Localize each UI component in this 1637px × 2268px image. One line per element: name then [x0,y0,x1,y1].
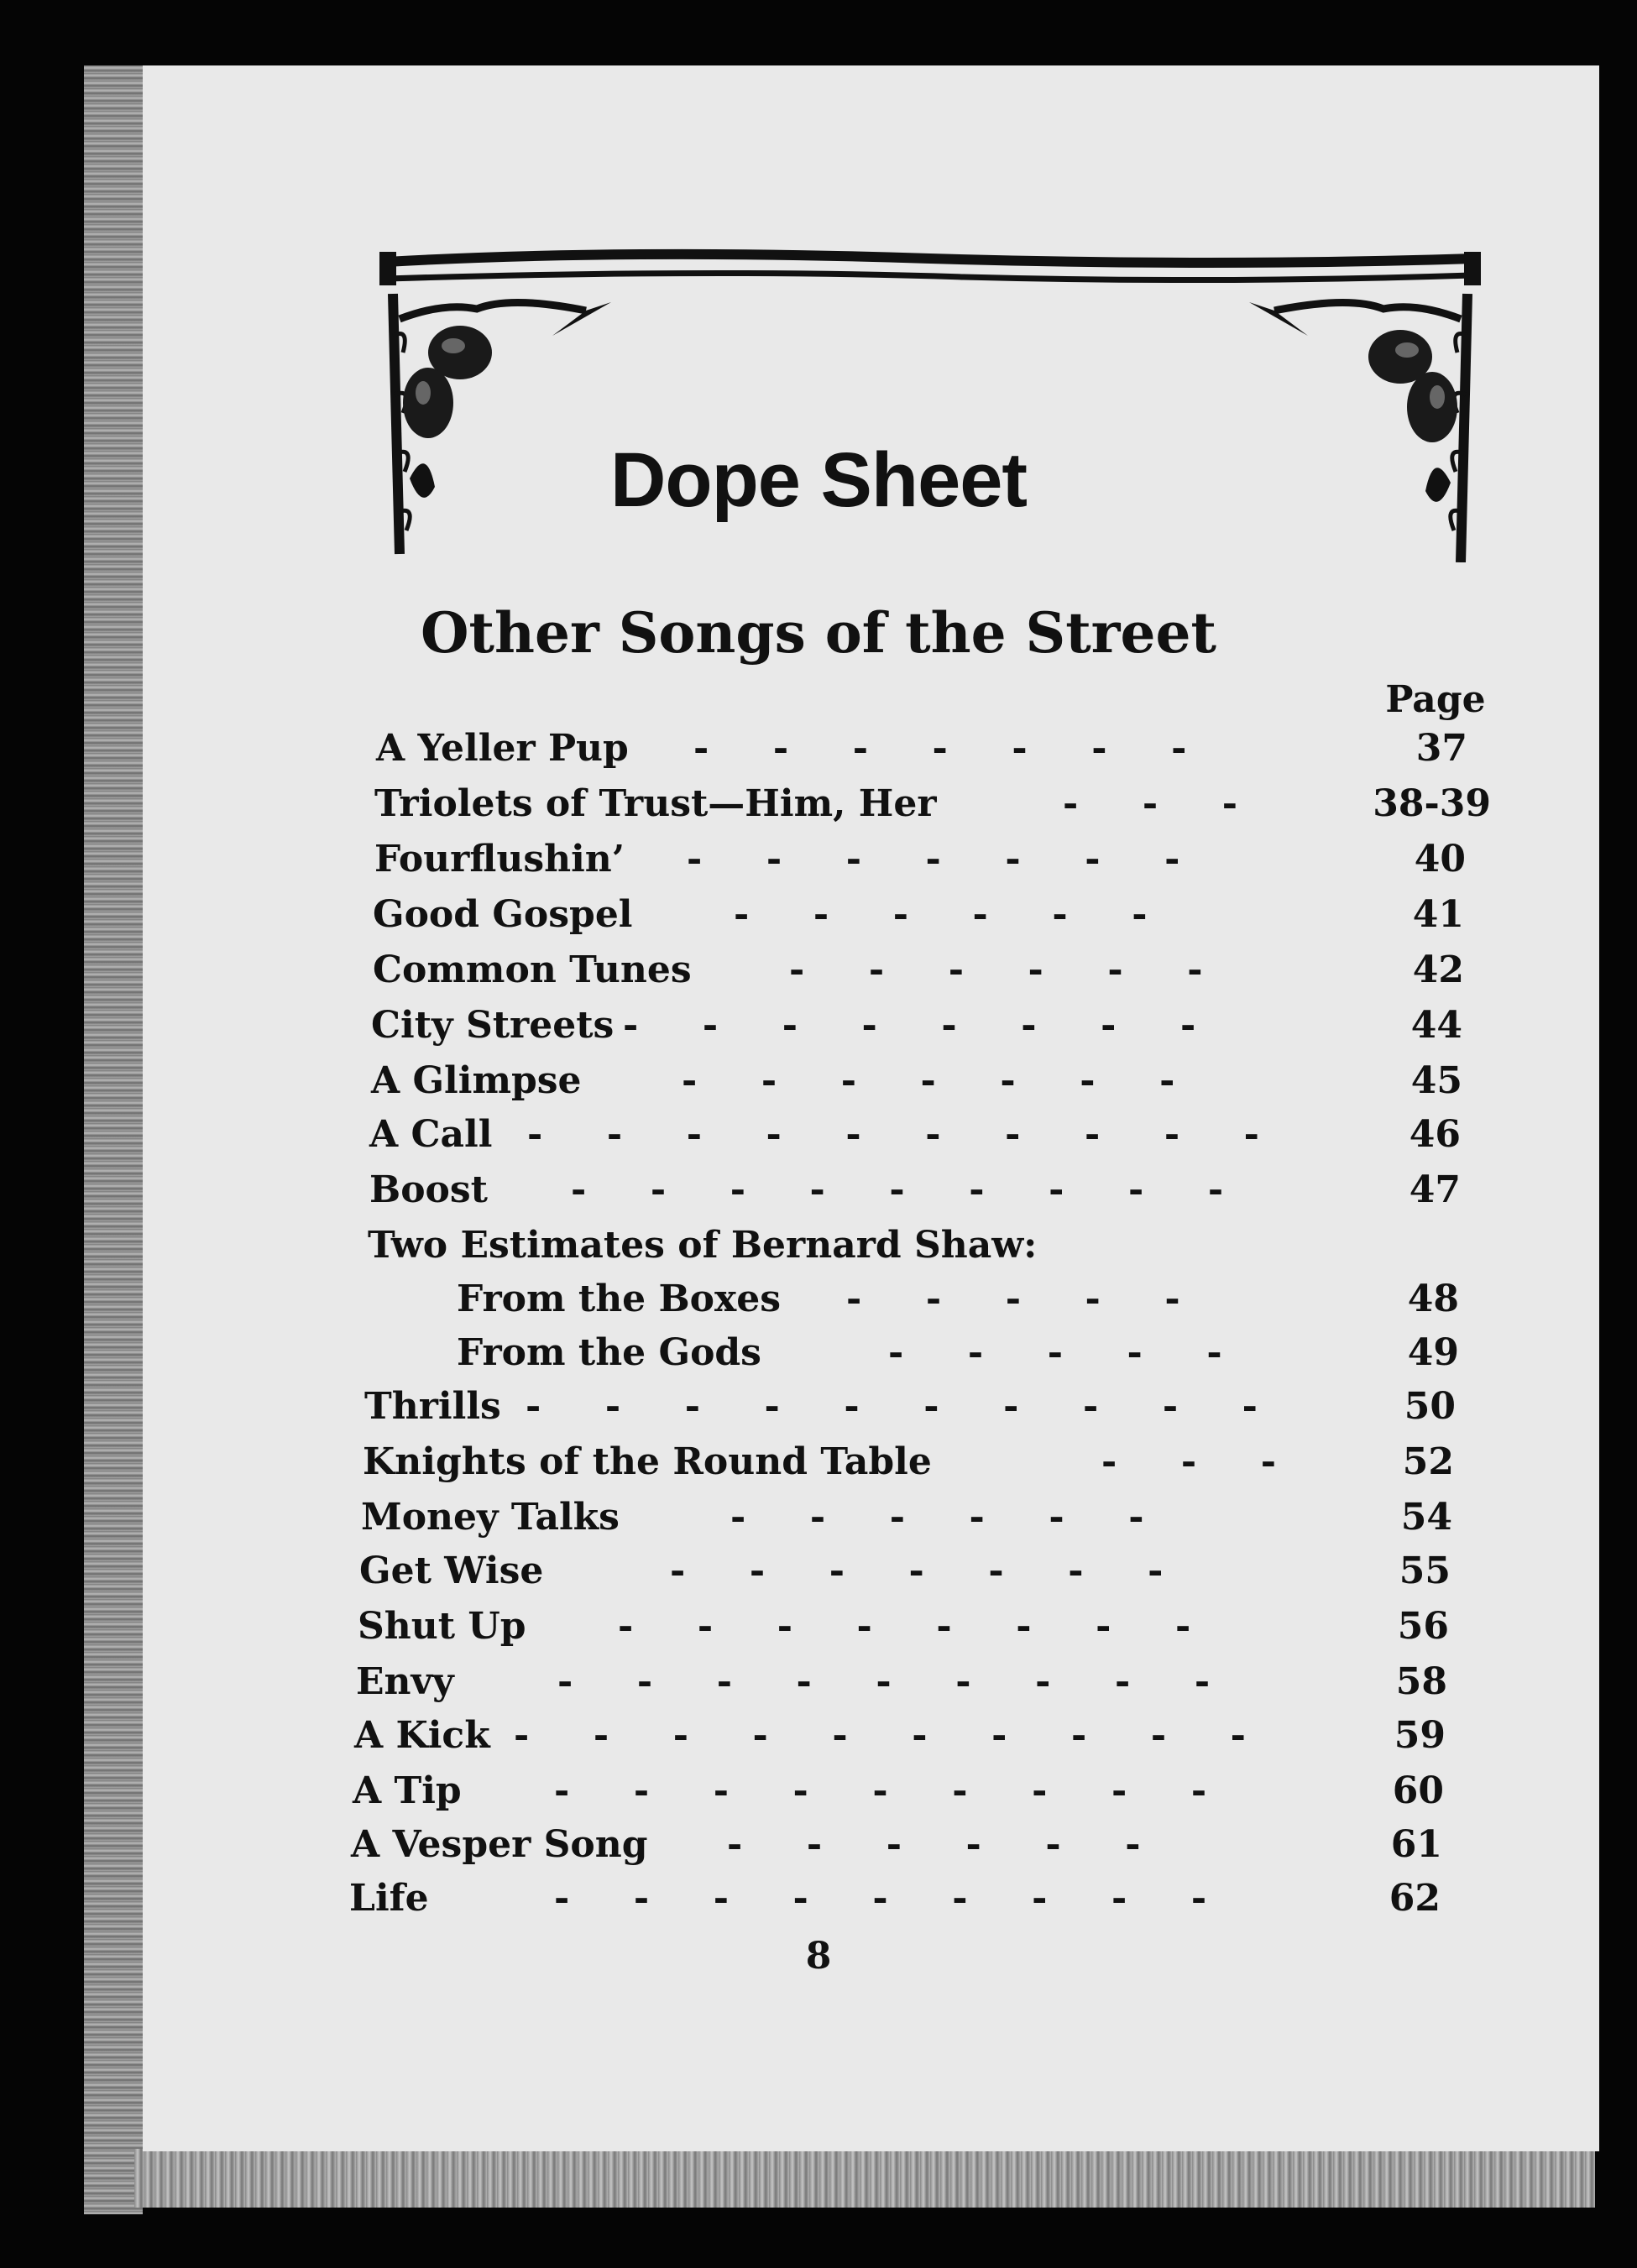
toc-entry-page: 41 [1412,893,1464,936]
toc-entry-title: From the Gods [457,1331,761,1374]
toc-entry [351,1823,1459,1873]
dot-leader: - - - [1101,1440,1276,1483]
toc-entry-title: Shut Up [358,1605,526,1648]
toc-entry-title: A Yeller Pup [376,727,629,770]
toc-entry-page: 46 [1409,1113,1461,1156]
toc-entry [353,1769,1461,1820]
toc-entry-title: A Kick [354,1714,490,1757]
toc-entry [371,1059,1479,1110]
toc-entry-page: 49 [1407,1331,1459,1374]
toc-entry [371,1004,1479,1054]
toc-entry [349,1877,1457,1927]
page-number: 8 [805,1935,832,1978]
toc-entry [358,1605,1466,1655]
toc-entry-page: 55 [1399,1549,1451,1592]
toc-entry [369,1113,1477,1163]
toc-entry-page: 52 [1402,1440,1454,1483]
toc-entry-title: From the Boxes [457,1278,782,1320]
page-title: Dope Sheet [609,437,1028,523]
toc-entry [361,1496,1469,1546]
dot-leader: - - - - - - [789,948,1203,991]
toc-entry-title: A Vesper Song [351,1823,648,1866]
toc-entry [374,838,1483,888]
dot-leader: - - - - - - - - - - [527,1113,1259,1156]
toc-entry-page: 61 [1390,1823,1442,1866]
toc-entry-title: A Tip [353,1769,462,1812]
dot-leader: - - - - - - - - - - [526,1385,1258,1428]
toc-entry [356,1660,1464,1711]
toc-entry-page: 40 [1414,838,1466,881]
toc-entry [363,1440,1471,1491]
toc-entry-page: 47 [1409,1168,1461,1211]
toc-entry-title: Knights of the Round Table [363,1440,932,1483]
dot-leader: - - - - - - - - - [554,1877,1207,1920]
dot-leader: - - - - - - - [687,838,1180,881]
dot-leader: - - - - - - - - [618,1605,1191,1648]
toc-entry-page: 45 [1410,1059,1462,1102]
toc-entry-page: 42 [1412,948,1464,991]
toc-entry-title: Money Talks [361,1496,620,1539]
toc-entry-title: Good Gospel [373,893,633,936]
toc-entry-page: 37 [1415,727,1467,770]
dot-leader: - - - [1063,782,1237,825]
toc-entry-title: Thrills [364,1385,501,1428]
toc-entry-title: Fourflushin’ [374,838,625,881]
toc-entry-page: 54 [1400,1496,1452,1539]
dot-leader: - - - - - - [734,893,1148,936]
page-column-header: Page [1385,678,1486,721]
toc-entry-title: Common Tunes [373,948,692,991]
toc-entry-page: 62 [1389,1877,1441,1920]
dot-leader: - - - - - - - - - [571,1168,1224,1211]
toc-entry [364,1385,1472,1435]
toc-entry-page: 56 [1397,1605,1449,1648]
toc-entry [359,1549,1467,1600]
toc-entry [376,727,1484,777]
toc-entry-title: A Glimpse [371,1059,582,1102]
toc-entry [374,782,1491,833]
toc-entry [373,893,1481,943]
toc-entry-page: 60 [1392,1769,1444,1812]
toc-entry [369,1168,1477,1219]
toc-entry-title: Get Wise [359,1549,544,1592]
dot-leader: - - - - - - - - - - [514,1714,1246,1757]
toc-entry-page: 48 [1407,1278,1459,1320]
dot-leader: - - - - - - [727,1823,1141,1866]
toc-entry-title: Two Estimates of Bernard Shaw: [368,1224,1038,1267]
toc-entry-page: 44 [1410,1004,1462,1047]
toc-section-heading [368,1224,1476,1274]
dot-leader: - - - - - [846,1278,1180,1320]
dot-leader: - - - - - [888,1331,1222,1374]
toc-entry-page: 38-39 [1373,782,1491,825]
toc-entry-title: City Streets [371,1004,615,1047]
dot-leader: - - - - - - [730,1496,1144,1539]
toc-entry-page: 50 [1404,1385,1456,1428]
dot-leader: - - - - - - - - - [557,1660,1211,1703]
toc-entry [368,1278,1476,1328]
dot-leader: - - - - - - - - [623,1004,1196,1047]
dot-leader: - - - - - - - [670,1549,1164,1592]
toc-entry-title: A Call [369,1113,493,1156]
dot-leader: - - - - - - - - - [554,1769,1207,1812]
toc-entry-title: Triolets of Trust—Him, Her [374,782,937,825]
toc-entry [354,1714,1462,1764]
dot-leader: - - - - - - - [682,1059,1175,1102]
toc-entry [368,1331,1476,1382]
toc-entry-page: 59 [1394,1714,1446,1757]
dot-leader: - - - - - - - [693,727,1187,770]
toc-entry-title: Boost [369,1168,488,1211]
toc-entry-page: 58 [1395,1660,1447,1703]
section-subtitle: Other Songs of the Street [421,600,1216,666]
toc-entry [373,948,1481,999]
toc-entry-title: Life [349,1877,429,1920]
toc-entry-title: Envy [356,1660,454,1703]
